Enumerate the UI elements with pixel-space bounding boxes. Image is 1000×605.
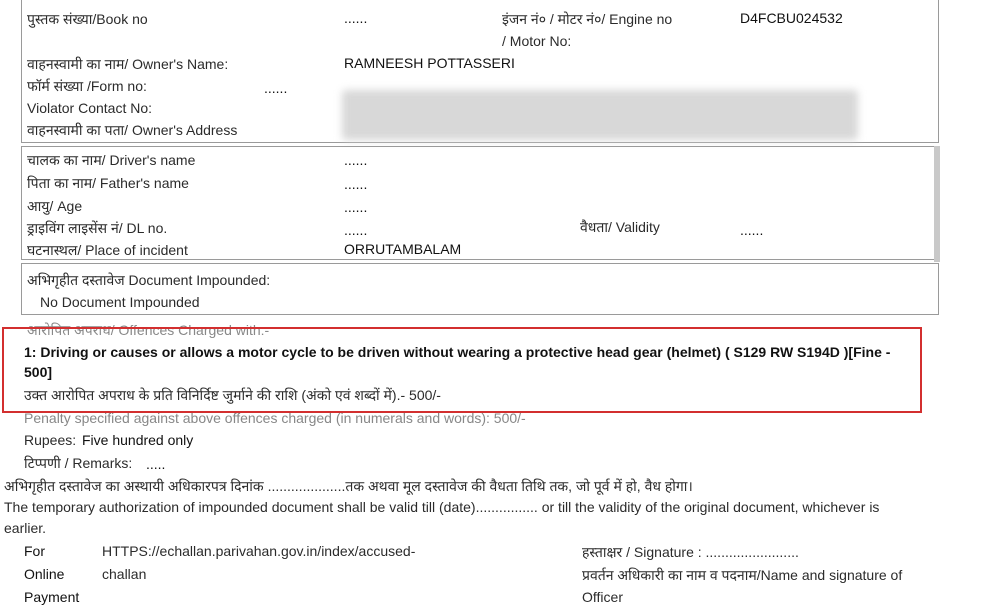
- motor-no-label: / Motor No:: [502, 33, 572, 49]
- owner-address-label: वाहनस्वामी का पता/ Owner's Address: [27, 122, 238, 138]
- documents-impounded-value: No Document Impounded: [40, 294, 200, 310]
- place-value: ORRUTAMBALAM: [344, 241, 462, 257]
- payment-url-line-2[interactable]: challan: [102, 566, 147, 582]
- driver-name-value: ......: [344, 152, 368, 168]
- rupees-value: Five hundred only: [82, 432, 194, 448]
- offence-line-2: 500]: [24, 364, 53, 380]
- fine-amount-hindi: उक्त आरोपित अपराध के प्रति विनिर्दिष्ट जुर्माने की राशि (अंको एवं शब्दों में).- 500/-: [24, 387, 441, 403]
- validity-value: ......: [740, 222, 764, 238]
- engine-no-label: इंजन नं० / मोटर नं०/ Engine no: [502, 11, 673, 27]
- online-payment-label-2: Online: [24, 566, 65, 582]
- authorization-english-line-2: earlier.: [4, 520, 47, 536]
- book-no-label: पुस्तक संख्या/Book no: [27, 11, 148, 27]
- age-value: ......: [344, 199, 368, 215]
- father-name-value: ......: [344, 176, 368, 192]
- father-name-label: पिता का नाम/ Father's name: [27, 175, 189, 191]
- dl-no-label: ड्राइविंग लाइसेंस नं/ DL no.: [27, 220, 168, 236]
- driver-name-label: चालक का नाम/ Driver's name: [27, 152, 196, 168]
- offence-line-1: 1: Driving or causes or allows a motor cycle to be driven without wearing a protective head gear (helmet) ( S129 RW S194D )[Fine -: [24, 344, 891, 360]
- online-payment-label-1: For: [24, 543, 45, 559]
- authorization-hindi: अभिगृहीत दस्तावेज का अस्थायी अधिकारपत्र दिनांक ....................तक अथवा मूल दस्तावेज की वैधता तिथि तक, जो पूर्व में हो, वैध होगा।: [4, 478, 693, 494]
- form-no-value: ......: [264, 80, 288, 96]
- documents-impounded-label: अभिगृहीत दस्तावेज Document Impounded:: [27, 272, 271, 288]
- authorization-english-line-1: The temporary authorization of impounded document shall be valid till (date)................ or till the validity of the original document, whichever is: [4, 499, 880, 515]
- owner-name-label: वाहनस्वामी का नाम/ Owner's Name:: [27, 56, 229, 72]
- officer-name-label-2: Officer: [582, 589, 623, 605]
- remarks-value: .....: [146, 456, 166, 472]
- engine-no-value: D4FCBU024532: [740, 10, 843, 26]
- validity-label: वैधता/ Validity: [580, 219, 660, 235]
- offences-charged-label: आरोपित अपराध/ Offences Charged with:-: [27, 322, 270, 338]
- remarks-label: टिप्पणी / Remarks:: [24, 455, 133, 471]
- redacted-address-blur: [342, 90, 858, 140]
- place-label: घटनास्थल/ Place of incident: [27, 242, 188, 258]
- book-no-value: ......: [344, 10, 368, 26]
- violator-contact-label: Violator Contact No:: [27, 100, 153, 116]
- officer-name-label-1: प्रवर्तन अधिकारी का नाम व पदनाम/Name and signature of: [582, 567, 903, 583]
- rupees-label: Rupees:: [24, 432, 77, 448]
- dl-no-value: ......: [344, 222, 368, 238]
- payment-url-line-1[interactable]: HTTPS://echallan.parivahan.gov.in/index/accused-: [102, 543, 416, 559]
- signature-label: हस्ताक्षर / Signature : ........................: [582, 544, 799, 560]
- online-payment-label-3: Payment: [24, 589, 80, 605]
- age-label: आयु/ Age: [27, 198, 83, 214]
- form-no-label: फॉर्म संख्या /Form no:: [27, 78, 147, 94]
- driver-box-right-bar: [934, 146, 940, 262]
- penalty-english: Penalty specified against above offences charged (in numerals and words): 500/-: [24, 410, 526, 426]
- owner-name-value: RAMNEESH POTTASSERI: [344, 55, 515, 71]
